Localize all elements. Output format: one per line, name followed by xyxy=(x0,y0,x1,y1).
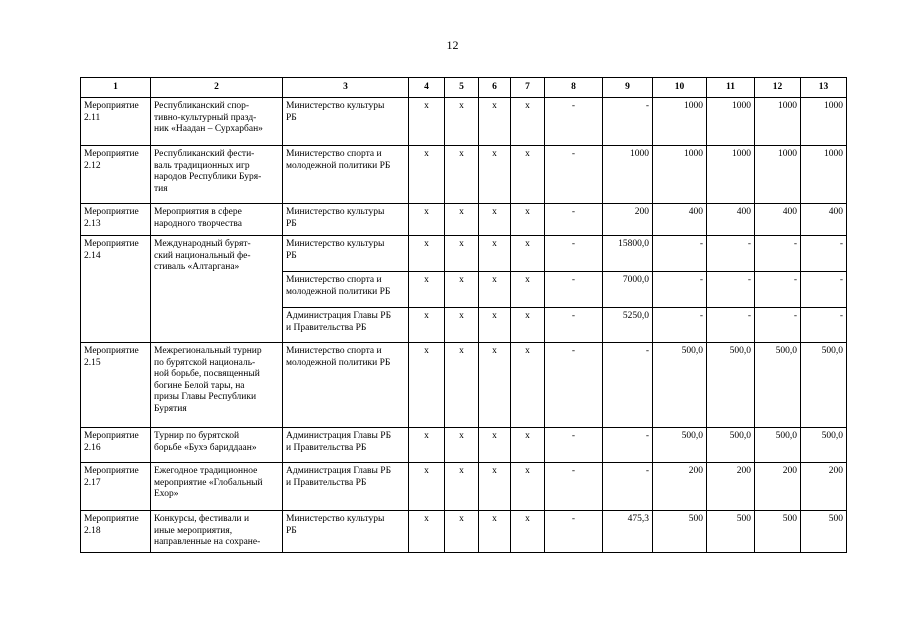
value-cell-col-4: x xyxy=(409,343,445,428)
table-row xyxy=(81,204,847,236)
value-cell-col-8: - xyxy=(545,236,603,272)
value-cell-col-13: 500,0 xyxy=(801,343,847,428)
value-cell-col-11: 500 xyxy=(707,511,755,553)
executor-cell: Министерство культуры РБ xyxy=(283,204,409,236)
value-cell-col-10: 500,0 xyxy=(653,428,707,463)
value-cell-col-8: - xyxy=(545,428,603,463)
value-cell-col-6: x xyxy=(479,511,511,553)
value-cell-col-8: - xyxy=(545,343,603,428)
measure-id-cell: Мероприятие 2.14 xyxy=(81,236,151,343)
value-cell-col-10: 500 xyxy=(653,511,707,553)
value-cell-col-12: 200 xyxy=(755,463,801,511)
executor-cell: Администрация Главы РБ и Правительства РБ xyxy=(283,463,409,511)
value-cell-col-13: 500,0 xyxy=(801,428,847,463)
column-header-4: 4 xyxy=(409,78,445,98)
measure-name-cell: Мероприятия в сфере народного творчества xyxy=(151,204,283,236)
executor-cell: Министерство спорта и молодежной политики РБ xyxy=(283,146,409,204)
value-cell-col-7: x xyxy=(511,511,545,553)
header-row xyxy=(81,78,847,98)
measure-id-cell: Мероприятие 2.13 xyxy=(81,204,151,236)
table-row xyxy=(81,428,847,463)
measure-name-cell: Межрегиональный турнир по бурятской националь- ной борьбе, посвященный богине Белой тары, на призы Главы Республики Бурятия xyxy=(151,343,283,428)
value-cell-col-9: - xyxy=(603,463,653,511)
column-header-7: 7 xyxy=(511,78,545,98)
table-row xyxy=(81,463,847,511)
value-cell-col-9: - xyxy=(603,98,653,146)
value-cell-col-4: x xyxy=(409,236,445,272)
value-cell-col-5: x xyxy=(445,204,479,236)
value-cell-col-8: - xyxy=(545,511,603,553)
value-cell-col-10: 1000 xyxy=(653,146,707,204)
value-cell-col-12: 500 xyxy=(755,511,801,553)
value-cell-col-12: 1000 xyxy=(755,98,801,146)
value-cell-col-6: x xyxy=(479,343,511,428)
value-cell-col-5: x xyxy=(445,272,479,308)
value-cell-col-10: - xyxy=(653,272,707,308)
executor-cell: Министерство культуры РБ xyxy=(283,236,409,272)
value-cell-col-8: - xyxy=(545,308,603,343)
value-cell-col-4: x xyxy=(409,146,445,204)
value-cell-col-13: - xyxy=(801,308,847,343)
table-row xyxy=(81,511,847,553)
measure-name-cell: Республиканский спор- тивно-культурный празд- ник «Наадан – Сурхарбан» xyxy=(151,98,283,146)
value-cell-col-6: x xyxy=(479,146,511,204)
value-cell-col-6: x xyxy=(479,272,511,308)
value-cell-col-10: 500,0 xyxy=(653,343,707,428)
value-cell-col-7: x xyxy=(511,272,545,308)
column-header-9: 9 xyxy=(603,78,653,98)
value-cell-col-10: 400 xyxy=(653,204,707,236)
value-cell-col-6: x xyxy=(479,428,511,463)
measure-id-cell: Мероприятие 2.12 xyxy=(81,146,151,204)
value-cell-col-4: x xyxy=(409,204,445,236)
value-cell-col-12: 1000 xyxy=(755,146,801,204)
column-header-11: 11 xyxy=(707,78,755,98)
value-cell-col-13: - xyxy=(801,236,847,272)
column-header-2: 2 xyxy=(151,78,283,98)
value-cell-col-11: 1000 xyxy=(707,98,755,146)
column-header-1: 1 xyxy=(81,78,151,98)
value-cell-col-13: 1000 xyxy=(801,98,847,146)
value-cell-col-7: x xyxy=(511,308,545,343)
value-cell-col-6: x xyxy=(479,236,511,272)
executor-cell: Администрация Главы РБ и Правительства РБ xyxy=(283,308,409,343)
measure-id-cell: Мероприятие 2.16 xyxy=(81,428,151,463)
value-cell-col-4: x xyxy=(409,98,445,146)
value-cell-col-4: x xyxy=(409,463,445,511)
column-header-3: 3 xyxy=(283,78,409,98)
value-cell-col-13: - xyxy=(801,272,847,308)
value-cell-col-5: x xyxy=(445,146,479,204)
value-cell-col-11: 1000 xyxy=(707,146,755,204)
value-cell-col-4: x xyxy=(409,308,445,343)
table-row xyxy=(81,343,847,428)
value-cell-col-11: - xyxy=(707,236,755,272)
value-cell-col-7: x xyxy=(511,98,545,146)
executor-cell: Министерство спорта и молодежной политики РБ xyxy=(283,272,409,308)
value-cell-col-11: 400 xyxy=(707,204,755,236)
value-cell-col-9: 475,3 xyxy=(603,511,653,553)
value-cell-col-12: 500,0 xyxy=(755,428,801,463)
value-cell-col-5: x xyxy=(445,98,479,146)
value-cell-col-4: x xyxy=(409,511,445,553)
value-cell-col-5: x xyxy=(445,428,479,463)
value-cell-col-9: 15800,0 xyxy=(603,236,653,272)
value-cell-col-12: 400 xyxy=(755,204,801,236)
value-cell-col-11: 500,0 xyxy=(707,428,755,463)
table-row xyxy=(81,236,847,272)
value-cell-col-8: - xyxy=(545,463,603,511)
value-cell-col-13: 500 xyxy=(801,511,847,553)
measure-name-cell: Ежегодное традиционное мероприятие «Глобальный Ехор» xyxy=(151,463,283,511)
column-header-5: 5 xyxy=(445,78,479,98)
value-cell-col-9: 200 xyxy=(603,204,653,236)
value-cell-col-11: 200 xyxy=(707,463,755,511)
column-header-6: 6 xyxy=(479,78,511,98)
value-cell-col-5: x xyxy=(445,236,479,272)
value-cell-col-11: - xyxy=(707,308,755,343)
value-cell-col-9: 5250,0 xyxy=(603,308,653,343)
value-cell-col-12: - xyxy=(755,272,801,308)
value-cell-col-9: 1000 xyxy=(603,146,653,204)
value-cell-col-7: x xyxy=(511,343,545,428)
measure-name-cell: Конкурсы, фестивали и иные мероприятия, направленные на сохране- xyxy=(151,511,283,553)
value-cell-col-13: 200 xyxy=(801,463,847,511)
value-cell-col-4: x xyxy=(409,272,445,308)
measure-id-cell: Мероприятие 2.15 xyxy=(81,343,151,428)
measure-id-cell: Мероприятие 2.11 xyxy=(81,98,151,146)
value-cell-col-5: x xyxy=(445,308,479,343)
value-cell-col-7: x xyxy=(511,236,545,272)
executor-cell: Министерство культуры РБ xyxy=(283,511,409,553)
value-cell-col-6: x xyxy=(479,308,511,343)
value-cell-col-6: x xyxy=(479,204,511,236)
measure-id-cell: Мероприятие 2.18 xyxy=(81,511,151,553)
value-cell-col-8: - xyxy=(545,146,603,204)
value-cell-col-10: - xyxy=(653,236,707,272)
table-row xyxy=(81,146,847,204)
value-cell-col-9: - xyxy=(603,428,653,463)
value-cell-col-12: 500,0 xyxy=(755,343,801,428)
value-cell-col-7: x xyxy=(511,204,545,236)
value-cell-col-13: 400 xyxy=(801,204,847,236)
executor-cell: Министерство культуры РБ xyxy=(283,98,409,146)
value-cell-col-12: - xyxy=(755,308,801,343)
table-body xyxy=(81,98,847,553)
value-cell-col-7: x xyxy=(511,428,545,463)
measure-name-cell: Турнир по бурятской борьбе «Бухэ бариддаан» xyxy=(151,428,283,463)
value-cell-col-10: 200 xyxy=(653,463,707,511)
value-cell-col-11: - xyxy=(707,272,755,308)
measure-name-cell: Республиканский фести- валь традиционных игр народов Республики Буря- тия xyxy=(151,146,283,204)
value-cell-col-12: - xyxy=(755,236,801,272)
measure-name-cell: Международный бурят- ский национальный фе- стиваль «Алтаргана» xyxy=(151,236,283,343)
column-header-8: 8 xyxy=(545,78,603,98)
column-header-13: 13 xyxy=(801,78,847,98)
value-cell-col-6: x xyxy=(479,98,511,146)
value-cell-col-4: x xyxy=(409,428,445,463)
value-cell-col-9: - xyxy=(603,343,653,428)
executor-cell: Министерство спорта и молодежной политики РБ xyxy=(283,343,409,428)
column-header-12: 12 xyxy=(755,78,801,98)
column-header-10: 10 xyxy=(653,78,707,98)
value-cell-col-11: 500,0 xyxy=(707,343,755,428)
page-number: 12 xyxy=(446,38,459,52)
value-cell-col-9: 7000,0 xyxy=(603,272,653,308)
value-cell-col-8: - xyxy=(545,272,603,308)
activities-table xyxy=(80,77,847,553)
value-cell-col-5: x xyxy=(445,511,479,553)
value-cell-col-7: x xyxy=(511,146,545,204)
value-cell-col-5: x xyxy=(445,343,479,428)
value-cell-col-5: x xyxy=(445,463,479,511)
value-cell-col-8: - xyxy=(545,98,603,146)
value-cell-col-8: - xyxy=(545,204,603,236)
value-cell-col-6: x xyxy=(479,463,511,511)
measure-id-cell: Мероприятие 2.17 xyxy=(81,463,151,511)
table-row xyxy=(81,98,847,146)
value-cell-col-13: 1000 xyxy=(801,146,847,204)
value-cell-col-7: x xyxy=(511,463,545,511)
value-cell-col-10: 1000 xyxy=(653,98,707,146)
executor-cell: Администрация Главы РБ и Правительства РБ xyxy=(283,428,409,463)
value-cell-col-10: - xyxy=(653,308,707,343)
